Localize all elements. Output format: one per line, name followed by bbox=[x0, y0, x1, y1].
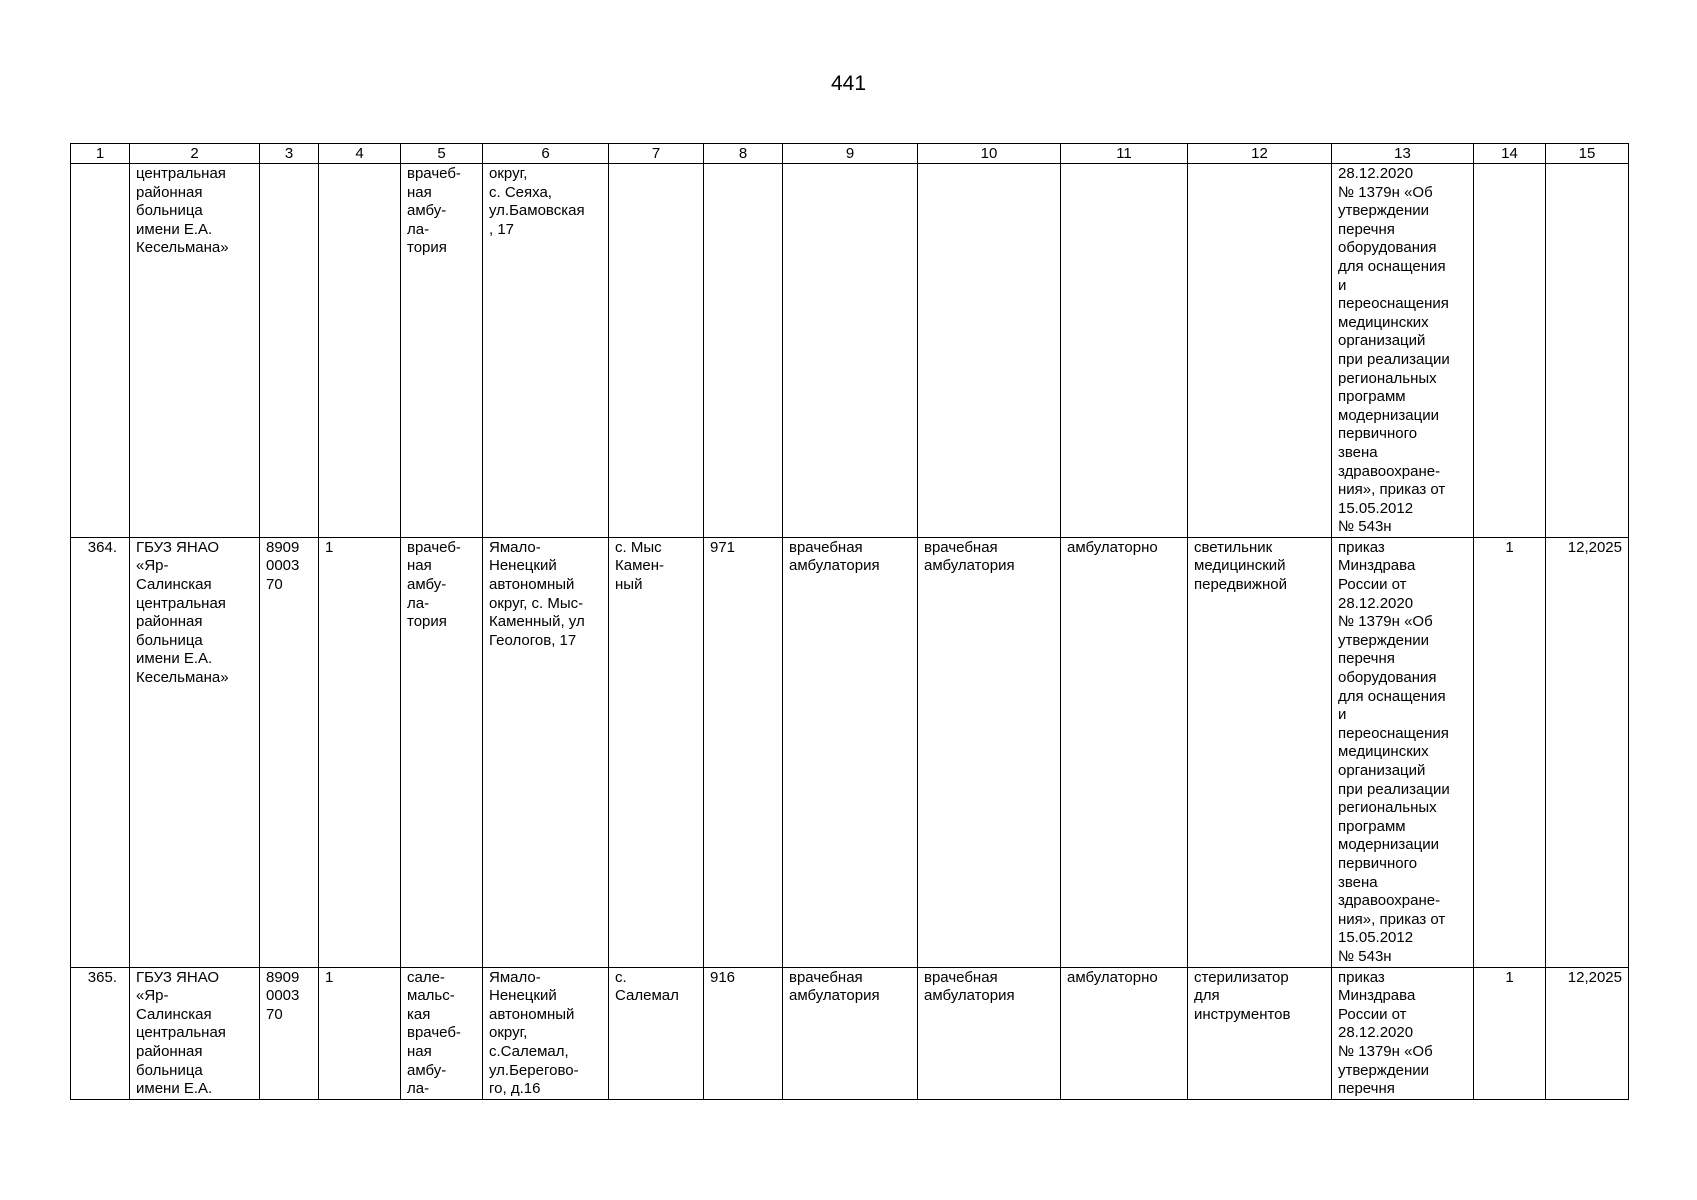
count-cell bbox=[319, 164, 401, 538]
organization-cell: центральная районная больница имени Е.А. Кесельмана» bbox=[130, 164, 260, 538]
facility-type-cell bbox=[783, 164, 918, 538]
due-date-cell bbox=[1546, 164, 1629, 538]
equipment-cell bbox=[1188, 164, 1332, 538]
quantity-cell: 1 bbox=[1474, 967, 1546, 1099]
address-cell: округ, с. Сеяха, ул.Бамовская , 17 bbox=[483, 164, 609, 538]
facility-type-cell: врачебная амбулатория bbox=[783, 967, 918, 1099]
column-number: 12 bbox=[1188, 144, 1332, 164]
column-number: 7 bbox=[609, 144, 704, 164]
unit-type-cell bbox=[918, 164, 1061, 538]
column-number: 10 bbox=[918, 144, 1061, 164]
column-number: 9 bbox=[783, 144, 918, 164]
care-conditions-cell: амбулаторно bbox=[1061, 537, 1188, 967]
table-row bbox=[71, 967, 1629, 1099]
page-number: 441 bbox=[830, 72, 867, 95]
legal-basis-cell: 28.12.2020 № 1379н «Об утверждении перечня оборудования для оснащения и переоснащения медицинских организаций при реализации региональных программ модернизации первичного звена здравоохране- ния», приказ от 15.05.2012 № 543н bbox=[1332, 164, 1474, 538]
inn-cell bbox=[260, 164, 319, 538]
code-cell bbox=[704, 164, 783, 538]
row-number-cell: 365. bbox=[71, 967, 130, 1099]
row-number-cell: 364. bbox=[71, 537, 130, 967]
organization-cell: ГБУЗ ЯНАО «Яр- Салинская центральная районная больница имени Е.А. bbox=[130, 967, 260, 1099]
column-number: 11 bbox=[1061, 144, 1188, 164]
care-conditions-cell bbox=[1061, 164, 1188, 538]
column-number: 1 bbox=[71, 144, 130, 164]
column-number: 13 bbox=[1332, 144, 1474, 164]
table-row bbox=[71, 164, 1629, 538]
equipment-table bbox=[70, 143, 1629, 1100]
column-number: 3 bbox=[260, 144, 319, 164]
unit-type-cell: врачебная амбулатория bbox=[918, 537, 1061, 967]
column-number: 15 bbox=[1546, 144, 1629, 164]
subdivision-cell: врачеб- ная амбу- ла- тория bbox=[401, 164, 483, 538]
subdivision-cell: врачеб- ная амбу- ла- тория bbox=[401, 537, 483, 967]
column-number: 8 bbox=[704, 144, 783, 164]
quantity-cell: 1 bbox=[1474, 537, 1546, 967]
table-row bbox=[71, 537, 1629, 967]
due-date-cell: 12,2025 bbox=[1546, 967, 1629, 1099]
settlement-cell: с. Мыс Камен- ный bbox=[609, 537, 704, 967]
equipment-cell: светильник медицинский передвижной bbox=[1188, 537, 1332, 967]
column-number-row bbox=[71, 144, 1629, 164]
address-cell: Ямало- Ненецкий автономный округ, с. Мыс- Каменный, ул Геологов, 17 bbox=[483, 537, 609, 967]
equipment-cell: стерилизатор для инструментов bbox=[1188, 967, 1332, 1099]
inn-cell: 8909 0003 70 bbox=[260, 537, 319, 967]
settlement-cell bbox=[609, 164, 704, 538]
row-number-cell bbox=[71, 164, 130, 538]
column-number: 14 bbox=[1474, 144, 1546, 164]
facility-type-cell: врачебная амбулатория bbox=[783, 537, 918, 967]
column-number: 6 bbox=[483, 144, 609, 164]
inn-cell: 8909 0003 70 bbox=[260, 967, 319, 1099]
unit-type-cell: врачебная амбулатория bbox=[918, 967, 1061, 1099]
subdivision-cell: сале- мальс- кая врачеб- ная амбу- ла- bbox=[401, 967, 483, 1099]
settlement-cell: с. Салемал bbox=[609, 967, 704, 1099]
address-cell: Ямало- Ненецкий автономный округ, с.Салемал, ул.Берегово- го, д.16 bbox=[483, 967, 609, 1099]
column-number: 2 bbox=[130, 144, 260, 164]
column-number: 5 bbox=[401, 144, 483, 164]
due-date-cell: 12,2025 bbox=[1546, 537, 1629, 967]
count-cell: 1 bbox=[319, 967, 401, 1099]
legal-basis-cell: приказ Минздрава России от 28.12.2020 № 1379н «Об утверждении перечня оборудования для оснащения и переоснащения медицинских организаций при реализации региональных программ модернизации первичного звена здравоохране- ния», приказ от 15.05.2012 № 543н bbox=[1332, 537, 1474, 967]
code-cell: 971 bbox=[704, 537, 783, 967]
count-cell: 1 bbox=[319, 537, 401, 967]
care-conditions-cell: амбулаторно bbox=[1061, 967, 1188, 1099]
code-cell: 916 bbox=[704, 967, 783, 1099]
legal-basis-cell: приказ Минздрава России от 28.12.2020 № 1379н «Об утверждении перечня bbox=[1332, 967, 1474, 1099]
column-number: 4 bbox=[319, 144, 401, 164]
quantity-cell bbox=[1474, 164, 1546, 538]
organization-cell: ГБУЗ ЯНАО «Яр- Салинская центральная районная больница имени Е.А. Кесельмана» bbox=[130, 537, 260, 967]
